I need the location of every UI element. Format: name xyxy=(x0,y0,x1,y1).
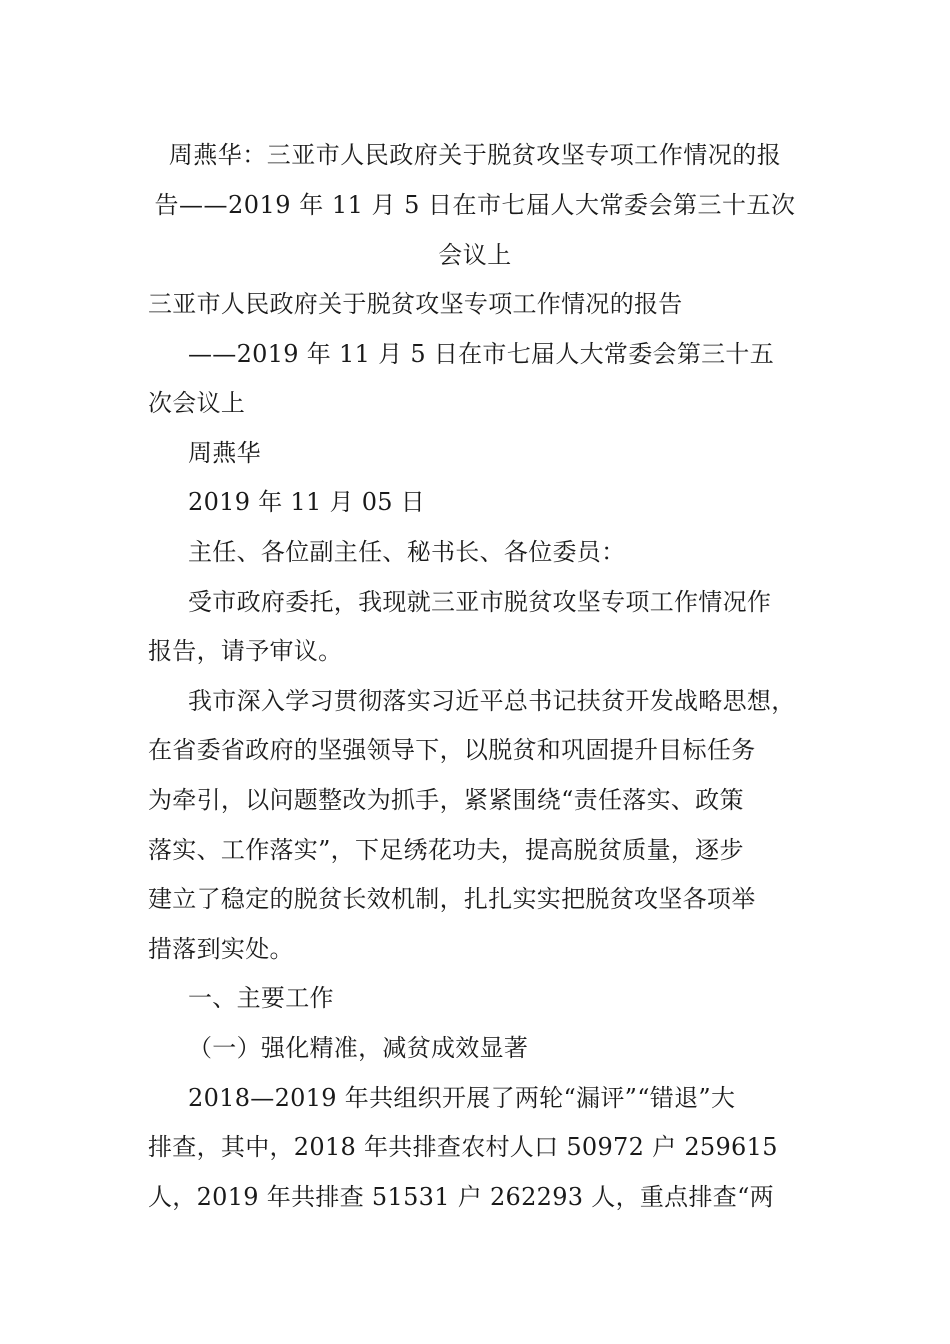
report-subtitle xyxy=(148,330,810,429)
paragraph-line: 我市深入学习贯彻落实习近平总书记扶贫开发战略思想， xyxy=(188,686,796,715)
subsection-heading: （一）强化精准，减贫成效显著 xyxy=(188,1033,529,1062)
paragraph-line: 落实、工作落实”，下足绣花功夫，提高脱贫质量，逐步 xyxy=(148,835,744,864)
document-body xyxy=(148,280,810,1222)
intro-paragraph xyxy=(148,578,810,677)
paragraph-line: 人，2019 年共排查 51531 户 262293 人，重点排查“两 xyxy=(148,1182,774,1211)
subtitle-line: ——2019 年 11 月 5 日在市七届人大常委会第三十五 xyxy=(188,339,775,368)
subtitle-line: 次会议上 xyxy=(148,389,246,418)
paragraph-line: 2018—2019 年共组织开展了两轮“漏评”“错退”大 xyxy=(188,1083,736,1112)
document-title xyxy=(148,130,802,280)
survey-paragraph xyxy=(148,1074,810,1223)
title-line: 告——2019 年 11 月 5 日在市七届人大常委会第三十五次 xyxy=(154,191,796,219)
salutation: 主任、各位副主任、秘书长、各位委员： xyxy=(188,537,626,566)
paragraph-line: 排查，其中，2018 年共排查农村人口 50972 户 259615 xyxy=(148,1133,778,1162)
overview-paragraph xyxy=(148,677,810,975)
paragraph-line: 受市政府委托，我现就三亚市脱贫攻坚专项工作情况作 xyxy=(188,587,772,616)
paragraph-line: 措落到实处。 xyxy=(148,934,294,963)
title-line: 会议上 xyxy=(438,241,512,269)
author-name: 周燕华 xyxy=(188,438,261,467)
report-title: 三亚市人民政府关于脱贫攻坚专项工作情况的报告 xyxy=(148,290,683,318)
title-line: 周燕华：三亚市人民政府关于脱贫攻坚专项工作情况的报 xyxy=(168,141,782,169)
paragraph-line: 报告，请予审议。 xyxy=(148,637,343,666)
paragraph-line: 在省委省政府的坚强领导下，以脱贫和巩固提升目标任务 xyxy=(148,736,756,765)
paragraph-line: 为牵引，以问题整改为抓手，紧紧围绕“责任落实、政策 xyxy=(148,785,744,814)
paragraph-line: 建立了稳定的脱贫长效机制，扎扎实实把脱贫攻坚各项举 xyxy=(148,885,756,914)
report-date: 2019 年 11 月 05 日 xyxy=(188,488,426,517)
section-heading: 一、主要工作 xyxy=(188,984,334,1013)
